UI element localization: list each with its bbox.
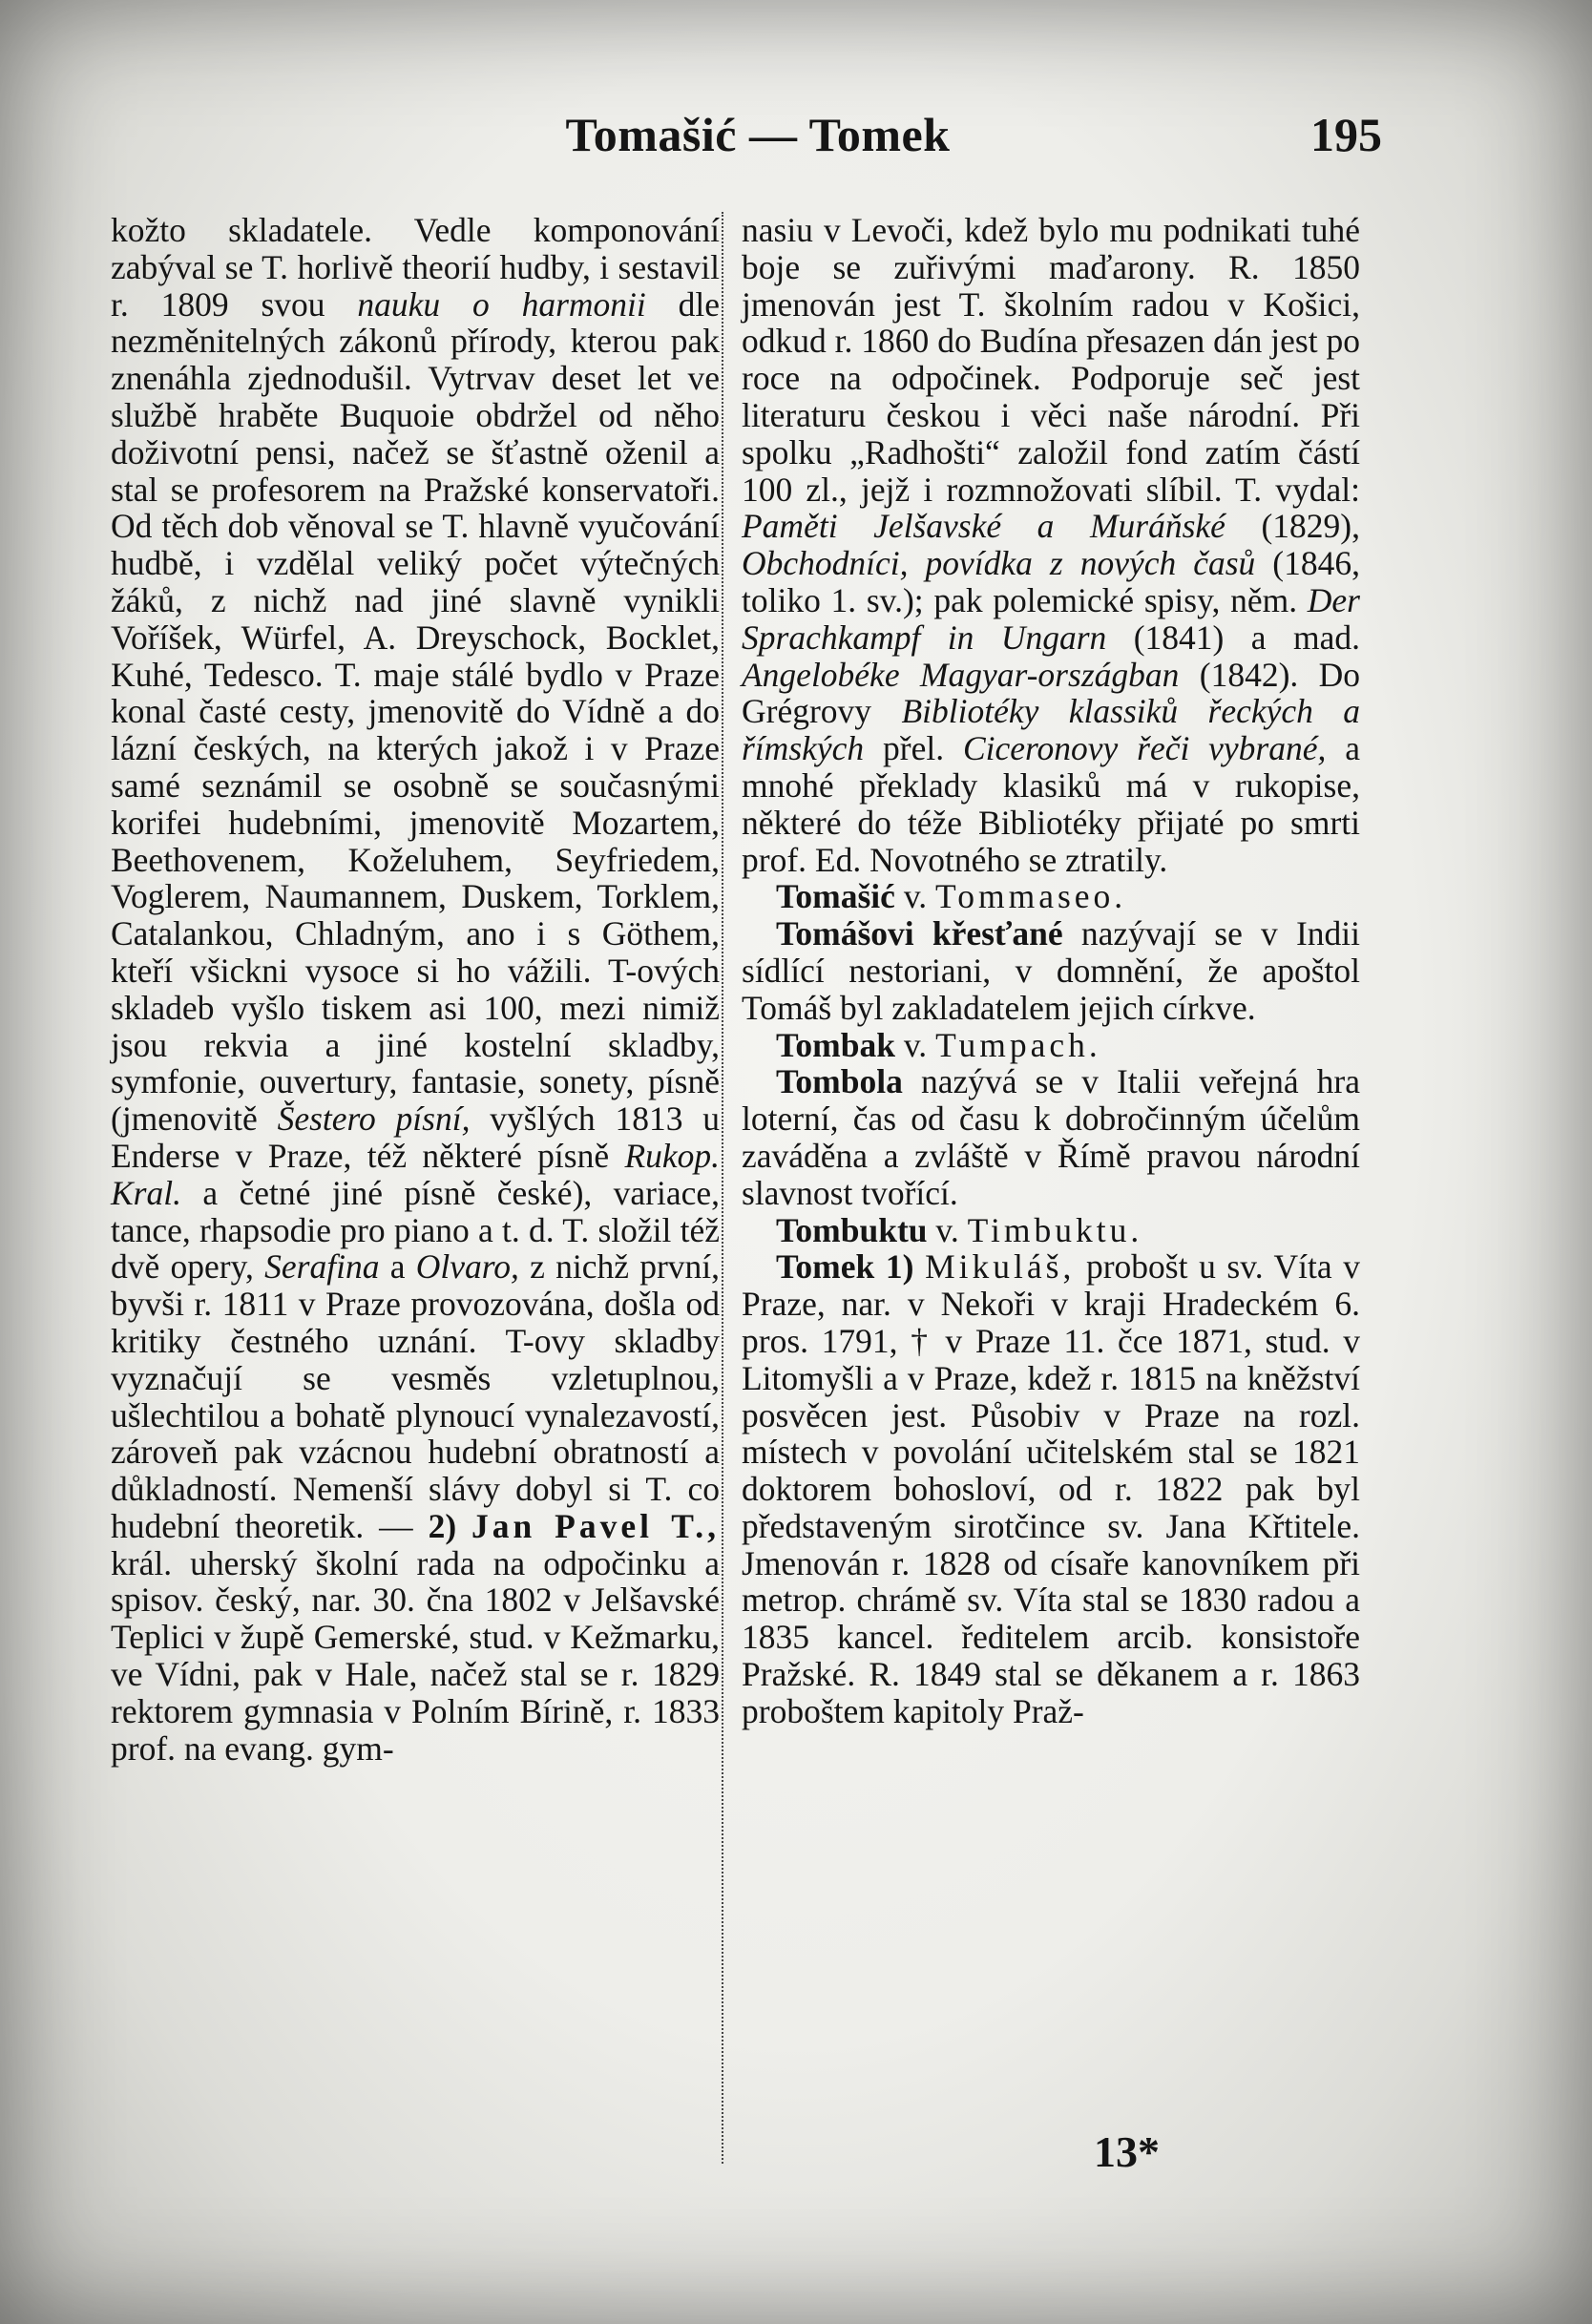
entry-tomasic: Tomašić v. Tommaseo.	[776, 877, 1127, 916]
page-number: 195	[1310, 108, 1382, 161]
column-divider	[722, 212, 723, 2164]
entry-tombola: Tombola nazývá se v Italii veřejná hra loterní, čas od času k dobročinným účelům zaváděna a zvláště v Římě pravou národní slavnost tvořící.	[742, 1062, 1361, 1212]
signature-mark: 13*	[1094, 2127, 1160, 2176]
left-column	[111, 212, 720, 1767]
page-header	[0, 95, 1592, 181]
entry-tomasek-jan-pavel-continued: nasiu v Levoči, kdež bylo mu podnikati tuhé boje se zuřivými maďarony. R. 1850 jmenován jest T. školním radou v Košici, odkud r. 1860 do Budína přesazen dán jest po roce na odpočinek. Podporuje seč jest literaturu českou i věci naše národní. Při spolku „Radhošti“ založil fond zatím částí 100 zl., jejž i rozmnožovati slíbil. T. vydal: Paměti Jelšavské a Muráňské (1829), Obchodníci, povídka z nových časů (1846, toliko 1. sv.); pak polemické spisy, něm. Der Sprachkampf in Ungarn (1841) a mad. Angelobéke Magyar-országban (1842). Do Grégrovy Bibliotéky klassiků řeckých a římských přel. Ciceronovy řeči vybrané, a mnohé překlady klasiků má v rukopise, některé do téže Bibliotéky přijaté po smrti prof. Ed. Novotného se ztratily.	[742, 211, 1361, 879]
entry-tomek: Tomek 1) Mikuláš, probošt u sv. Víta v Praze, nar. v Nekoři v kraji Hradeckém 6. pros. 1791, † v Praze 11. čce 1871, stud. v Litomyšli a v Praze, kdež r. 1815 na kněžství posvěcen jest. Působiv v Praze na rozl. místech v povolání učitelském stal se 1821 doktorem bohosloví, od r. 1822 pak byl představeným sirotčince sv. Jana Křtitele. Jmenován r. 1828 od císaře kanovníkem při metrop. chrámě sv. Víta stal se 1830 radou a 1835 kancel. ředitelem arcib. konsistoře Pražské. R. 1849 stal se děkanem a r. 1863 proboštem kapitoly Praž-	[742, 1247, 1361, 1730]
entry-tomasek-continued: kožto skladatele. Vedle komponování zabýval se T. horlivě theorií hudby, i sestavil r. 1809 svou nauku o harmonii dle nezměnitelných zákonů přírody, kterou pak znenáhla zjednodušil. Vytrvav deset let ve službě hraběte Buquoie obdržel od něho doživotní pensi, načež se šťastně oženil a stal se profesorem na Pražské konservatoři. Od těch dob věnoval se T. hlavně vyučování hudbě, i vzdělal veliký počet výtečných žáků, z nichž nad jiné slavně vynikli Voříšek, Würfel, A. Dreyschock, Bocklet, Kuhé, Tedesco. T. maje stálé bydlo v Praze konal časté cesty, jmenovitě do Vídně a do lázní českých, na kterých jakož i v Praze samé seznámil se osobně se současnými korifei hudebními, jmenovitě Mozartem, Beethovenem, Koželuhem, Seyfriedem, Voglerem, Naumannem, Duskem, Torklem, Catalankou, Chladným, ano i s Göthem, kteří všickni vysoce si ho vážili. T-ových skladeb vyšlo tiskem asi 100, mezi nimiž jsou rekvia a jiné kostelní skladby, symfonie, ouvertury, fantasie, sonety, písně (jmenovitě Šestero písní, vyšlých 1813 u Enderse v Praze, též některé písně Rukop. Kral. a četné jiné písně české), variace, tance, rhapsodie pro piano a t. d. T. složil též dvě opery, Serafina a Olvaro, z nichž první, byvši r. 1811 v Praze provozována, došla od kritiky čestného uznání. T-ovy skladby vyznačují se vesměs vzletuplnou, ušlechtilou a bohatě plynoucí vynalezavostí, zároveň pak vzácnou hudební obratností a důkladností. Nemenší slávy dobyl si T. co hudební theoretik. — 2) Jan Pavel T., král. uherský školní rada na odpočinku a spisov. český, nar. 30. čna 1802 v Jelšavské Teplici v župě Gemerské, stud. v Kežmarku, ve Vídni, pak v Hale, načež stal se r. 1829 rektorem gymnasia v Polním Bírině, r. 1833 prof. na evang. gym-	[111, 211, 721, 1768]
entry-tomasovi-krestane: Tomášovi křesťané nazývají se v Indii sídlící nestoriani, v domnění, že apoštol Tomáš byl zakladatelem jejich církve.	[742, 914, 1360, 1027]
right-column	[742, 212, 1360, 1730]
entry-tombak: Tombak v. Tumpach.	[776, 1025, 1101, 1064]
entry-tombuktu: Tombuktu v. Timbuktu.	[776, 1210, 1143, 1249]
running-head: Tomašić — Tomek	[565, 108, 951, 161]
